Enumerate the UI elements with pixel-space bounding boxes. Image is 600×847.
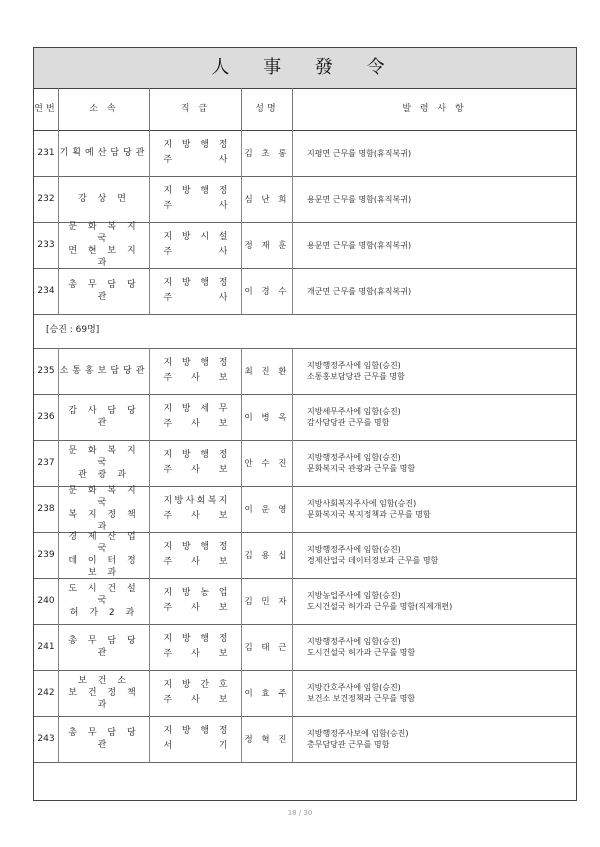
grade-text	[164, 634, 228, 660]
grade-cell	[150, 348, 242, 394]
grade-line-2: 주 사 보	[163, 419, 228, 429]
detail-cell	[293, 222, 576, 268]
row-number: 243	[34, 716, 59, 762]
dept-cell	[59, 440, 150, 486]
grade-cell	[150, 624, 242, 670]
appointment-detail: 지방간호주사에 임함(승진) 보건소 보건정책과 근무를 명함	[307, 683, 416, 703]
header-name: 성명	[242, 88, 293, 130]
person-name: 이 병 옥	[244, 413, 290, 423]
detail-cell	[293, 176, 576, 222]
grade-text	[164, 680, 228, 706]
detail-cell	[293, 532, 576, 578]
name-cell	[242, 716, 293, 762]
grade-line-1: 지 방 행 정	[163, 450, 228, 460]
grade-line-1: 지 방 행 정	[163, 542, 228, 552]
row-number: 235	[34, 348, 59, 394]
detail-cell	[293, 268, 576, 314]
row-number: 242	[34, 670, 59, 716]
dept-text: 문 화 복 지 국 면 현 보 지 과	[68, 222, 140, 268]
dept-cell	[59, 394, 150, 440]
document-title: 人 事 發 令	[211, 57, 399, 78]
header-detail: 발 령 사 항	[402, 104, 467, 114]
row-number: 239	[34, 532, 59, 578]
table-row	[34, 670, 576, 717]
table-row	[34, 176, 576, 223]
detail-cell	[293, 130, 576, 176]
dept-text: 총 무 담 당 관	[68, 636, 140, 658]
grade-line-1: 지 방 행 정	[163, 726, 228, 736]
table-row	[34, 716, 576, 763]
grade-cell	[150, 578, 242, 624]
grade-line-1: 지 방 농 업	[163, 588, 228, 598]
detail-cell	[293, 348, 576, 394]
dept-cell	[59, 268, 150, 314]
dept-cell	[59, 348, 150, 394]
appointment-detail: 지방세무주사에 임함(승진) 감사담당관 근무를 명함	[307, 407, 401, 427]
grade-text	[164, 542, 228, 568]
grade-line-2: 주 사	[163, 201, 228, 211]
detail-cell	[293, 394, 576, 440]
grade-text	[164, 404, 228, 430]
grade-cell	[150, 394, 242, 440]
person-name: 김 태 근	[244, 643, 290, 653]
appointment-detail: 지방행정주사에 임함(승진) 도시건설국 허가과 근무를 명함	[307, 637, 416, 657]
grade-line-1: 지 방 행 정	[163, 278, 228, 288]
grade-line-2: 주 사 보	[163, 649, 228, 659]
name-cell	[242, 394, 293, 440]
grade-text	[164, 588, 228, 614]
person-name: 정 혁 진	[244, 735, 290, 745]
grade-text	[164, 186, 228, 212]
grade-line-1: 지 방 간 호	[163, 680, 228, 690]
header-dept: 소 속	[59, 88, 150, 130]
table-row	[34, 486, 576, 533]
dept-cell	[59, 176, 150, 222]
dept-cell	[59, 486, 150, 532]
detail-cell	[293, 670, 576, 716]
appointment-detail: 지방농업주사에 임함(승진) 도시건설국 허가과 근무를 명함(직제개편)	[307, 591, 453, 611]
appointment-detail: 지방행정주사보에 임함(승진) 총무담당관 근무를 명함	[307, 729, 409, 749]
row-number: 233	[34, 222, 59, 268]
table-header	[34, 88, 576, 131]
grade-text	[164, 450, 228, 476]
grade-cell	[150, 440, 242, 486]
person-name: 김 초 롱	[244, 149, 290, 159]
grade-line-2: 주 사 보	[163, 603, 228, 613]
name-cell	[242, 348, 293, 394]
dept-cell	[59, 532, 150, 578]
person-name: 심 난 희	[244, 195, 290, 205]
person-name: 최 진 환	[244, 367, 290, 377]
row-number: 232	[34, 176, 59, 222]
dept-text: 감 사 담 당 관	[68, 406, 140, 428]
person-name: 이 경 수	[244, 287, 290, 297]
grade-line-1: 지 방 세 무	[163, 404, 228, 414]
header-grade: 직 급	[150, 88, 242, 130]
row-number: 236	[34, 394, 59, 440]
grade-cell	[150, 486, 242, 532]
grade-line-2: 주 사 보	[163, 695, 228, 705]
dept-cell	[59, 222, 150, 268]
row-number: 240	[34, 578, 59, 624]
dept-text: 소통홍보담당관	[59, 366, 149, 376]
header-no: 연번	[34, 88, 59, 130]
grade-cell	[150, 176, 242, 222]
table-row	[34, 222, 576, 269]
row-number: 231	[34, 130, 59, 176]
dept-text: 보 건 소 보 건 정 책 과	[68, 676, 140, 710]
name-cell	[242, 222, 293, 268]
grade-cell	[150, 268, 242, 314]
dept-text: 도 시 건 설 국 허 가 2 과	[68, 584, 140, 618]
title-band	[34, 48, 576, 89]
grade-cell	[150, 130, 242, 176]
grade-line-2: 주 사 보	[163, 511, 228, 521]
person-name: 정 재 훈	[244, 241, 290, 251]
grade-line-1: 지 방 시 설	[163, 232, 228, 242]
grade-text	[164, 726, 228, 752]
table-row	[34, 624, 576, 671]
dept-text: 문 화 복 지 국 관 광 과	[68, 446, 140, 480]
row-number: 241	[34, 624, 59, 670]
grade-line-2: 주 사	[163, 247, 228, 257]
name-cell	[242, 486, 293, 532]
name-cell	[242, 578, 293, 624]
appointment-detail: 지평면 근무를 명함(휴직복귀)	[307, 148, 412, 158]
name-cell	[242, 268, 293, 314]
grade-text	[164, 140, 228, 166]
detail-cell	[293, 486, 576, 532]
grade-cell	[150, 670, 242, 716]
grade-line-1: 지 방 행 정	[163, 140, 228, 150]
section-row	[34, 314, 576, 349]
person-name: 안 수 진	[244, 459, 290, 469]
person-name: 이 효 주	[244, 689, 290, 699]
grade-line-2: 주 사	[163, 293, 228, 303]
name-cell	[242, 532, 293, 578]
grade-line-2: 주 사 보	[163, 373, 228, 383]
detail-cell	[293, 440, 576, 486]
grade-line-1: 지 방 사 회 복 지	[163, 496, 228, 506]
person-name: 김 용 십	[244, 551, 290, 561]
dept-cell	[59, 578, 150, 624]
grade-text	[164, 278, 228, 304]
dept-text: 총 무 담 당 관	[68, 728, 140, 750]
grade-cell	[150, 222, 242, 268]
section-label: [승진 : 69명]	[46, 325, 100, 335]
page-number: 18 / 30	[287, 809, 313, 817]
detail-cell	[293, 624, 576, 670]
grade-text	[164, 496, 228, 522]
appointment-detail: 용문면 근무를 명함(휴직복귀)	[307, 194, 412, 204]
grade-cell	[150, 532, 242, 578]
person-name: 김 민 자	[244, 597, 290, 607]
grade-text	[164, 232, 228, 258]
name-cell	[242, 176, 293, 222]
row-number: 237	[34, 440, 59, 486]
grade-line-1: 지 방 행 정	[163, 634, 228, 644]
name-cell	[242, 130, 293, 176]
person-name: 이 운 영	[244, 505, 290, 515]
grade-line-1: 지 방 행 정	[163, 358, 228, 368]
grade-cell	[150, 716, 242, 762]
personnel-order-sheet	[33, 47, 577, 801]
table-row	[34, 440, 576, 487]
dept-text: 기획예산담당관	[59, 148, 149, 158]
dept-cell	[59, 670, 150, 716]
dept-text: 강 상 면	[78, 194, 130, 204]
detail-cell	[293, 716, 576, 762]
dept-cell	[59, 716, 150, 762]
name-cell	[242, 440, 293, 486]
dept-text: 경 제 산 업 국 데 이 터 정 보 과	[68, 532, 140, 578]
appointment-detail: 지방행정주사에 임함(승진) 경제산업국 데이터정보과 근무를 명함	[307, 545, 439, 565]
detail-cell	[293, 578, 576, 624]
table-row	[34, 578, 576, 625]
dept-cell	[59, 624, 150, 670]
grade-line-1: 지 방 행 정	[163, 186, 228, 196]
table-row	[34, 532, 576, 579]
appointment-detail: 개군면 근무를 명함(휴직복귀)	[307, 286, 412, 296]
dept-text: 총 무 담 당 관	[68, 280, 140, 302]
table-row	[34, 348, 576, 395]
appointment-detail: 지방행정주사에 임함(승진) 문화복지국 관광과 근무를 명함	[307, 453, 416, 473]
table-row	[34, 130, 576, 177]
row-number: 238	[34, 486, 59, 532]
table-row	[34, 394, 576, 441]
row-number: 234	[34, 268, 59, 314]
grade-line-2: 주 사 보	[163, 465, 228, 475]
name-cell	[242, 670, 293, 716]
dept-text: 문 화 복 지 국 복 지 정 책 과	[68, 486, 140, 532]
grade-text	[164, 358, 228, 384]
grade-line-2: 서 기	[163, 741, 228, 751]
table-row	[34, 268, 576, 315]
appointment-detail: 용문면 근무를 명함(휴직복귀)	[307, 240, 412, 250]
grade-line-2: 주 사	[163, 155, 228, 165]
appointment-detail: 지방사회복지주사에 임함(승진) 문화복지국 복지정책과 근무를 명함	[307, 499, 431, 519]
appointment-detail: 지방행정주사에 임함(승진) 소통홍보담당관 근무를 명함	[307, 361, 405, 381]
grade-line-2: 주 사 보	[163, 557, 228, 567]
dept-cell	[59, 130, 150, 176]
name-cell	[242, 624, 293, 670]
